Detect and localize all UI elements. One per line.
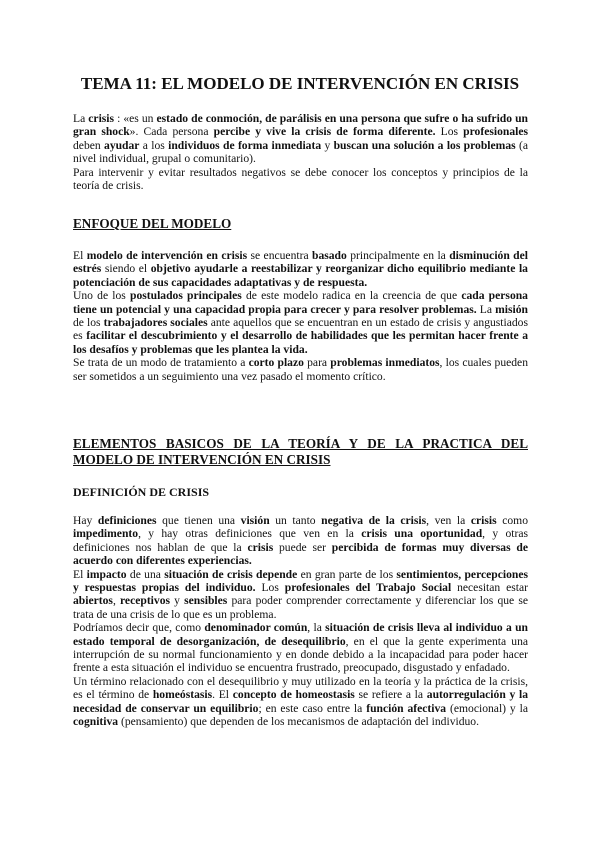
text-run: ». Cada persona	[129, 125, 214, 139]
text-run: ante aquellos que se encuentran en un estado de crisis y angustiados es	[73, 316, 528, 343]
paragraph	[73, 289, 528, 356]
text-run: como	[496, 514, 528, 527]
bold-text: profesionales	[463, 125, 528, 139]
bold-text: crisis	[88, 112, 115, 125]
bold-text: receptivos	[120, 594, 171, 608]
bold-text: definiciones	[97, 514, 157, 527]
text-run: que tienen una	[156, 514, 241, 527]
bold-text: disminución del estrés	[73, 249, 528, 276]
bold-text: sensibles	[184, 594, 228, 608]
bold-text: estado de conmoción, de parálisis en una persona que sufre o ha sufrido un gran shock	[73, 112, 528, 139]
text-run: en gran parte de los	[297, 567, 397, 581]
paragraph	[73, 621, 528, 675]
text-run: , y hay otras definiciones que ven en la	[138, 527, 362, 541]
subsection-heading-definicion: DEFINICIÓN DE CRISIS	[73, 485, 210, 499]
text-run: puede ser	[273, 540, 332, 554]
bold-text: denominador común	[204, 621, 308, 635]
text-run: (a nivel individual, grupal o comunitario).	[73, 138, 528, 166]
bold-text: función afectiva	[366, 701, 447, 715]
paragraph	[73, 675, 528, 729]
bold-text: facilitar el descubrimiento y el desarrollo de habilidades que les permitan hacer frente a los desafíos y problemas que les plantea la vida.	[73, 329, 528, 356]
text-run: ,	[112, 594, 120, 608]
text-run: y	[321, 138, 334, 152]
text-run: Uno de los	[73, 289, 130, 303]
text-run: (emocional) y la	[446, 701, 528, 715]
bold-text: individuos de forma inmediata	[168, 138, 322, 152]
text-run: se encuentra	[247, 249, 312, 262]
text-run: , la	[307, 621, 326, 635]
bold-text: postulados principales	[130, 289, 242, 303]
text-run: se refiere a la	[354, 688, 427, 702]
text-run: de este modelo radica en la creencia de que	[241, 289, 462, 303]
text-run: de los	[73, 316, 104, 330]
bold-text: crisis	[470, 514, 497, 527]
text-run: Los	[435, 125, 464, 139]
paragraph	[73, 249, 528, 289]
bold-text: cada persona tiene un potencial y una capacidad propia para crecer y para resolver problemas.	[73, 289, 528, 316]
text-run: y	[170, 594, 185, 608]
text-run: de una	[126, 567, 165, 581]
bold-text: objetivo ayudarle a reestabilizar y reorganizar dicho equilibrio mediante la potenciación de sus capacidades adaptativas y de respuesta.	[73, 262, 528, 289]
bold-text: buscan una solución a los problemas	[333, 138, 516, 152]
bold-text: visión	[240, 514, 270, 527]
bold-text: homeóstasis	[152, 688, 213, 702]
section-heading-enfoque: ENFOQUE DEL MODELO	[73, 216, 232, 231]
bold-text: negativa de la crisis	[321, 514, 427, 527]
paragraph	[73, 356, 528, 383]
text-run: : «es un	[114, 112, 157, 125]
text-run: , los cuales pueden ser sometidos a un seguimiento una vez pasado el momento crítico.	[73, 356, 529, 383]
bold-text: cognitiva	[73, 715, 119, 729]
text-run: , en el que la gente experimenta una interrupción de su normal funcionamiento y en donde debido a la incapacidad para poder hacer frente a esta situación el individuo se encuentra frustrado, preocupado, disgustado y enfadado.	[73, 634, 529, 675]
paragraph	[73, 514, 528, 568]
paragraph	[73, 166, 528, 193]
bold-text: situación de crisis lleva al individuo a un estado temporal de desorganización, de desequilibrio	[73, 621, 528, 648]
text-run: Los	[255, 581, 285, 595]
bold-text: crisis	[247, 540, 274, 554]
text-run: Se trata de un modo de tratamiento a	[73, 356, 249, 370]
text-run: La	[73, 112, 89, 125]
definicion-block	[73, 514, 528, 729]
bold-text: profesionales del Trabajo Social	[284, 581, 452, 595]
paragraph	[73, 568, 528, 622]
bold-text: trabajadores sociales	[103, 316, 208, 330]
text-run: Hay	[73, 514, 98, 527]
intro-block	[73, 112, 528, 192]
enfoque-block	[73, 249, 528, 383]
bold-text: situación de crisis depende	[164, 567, 298, 581]
text-run: siendo el	[101, 262, 151, 276]
bold-text: impacto	[86, 567, 127, 581]
bold-text: corto plazo	[248, 356, 304, 370]
section-heading-elementos: ELEMENTOS BASICOS DE LA TEORÍA Y DE LA PRACTICA DEL MODELO DE INTERVENCIÓN EN CRISIS	[73, 436, 528, 467]
text-run: La	[476, 302, 496, 316]
bold-text: ayudar	[104, 138, 140, 152]
text-run: Podríamos decir que, como	[73, 621, 205, 635]
bold-text: autorregulación y la necesidad de conservar un equilibrio	[73, 688, 528, 715]
text-run: , ven la	[426, 514, 471, 527]
text-run: para poder comprender correctamente y diferenciar los que se trata de una crisis de lo que es un problema.	[73, 594, 529, 621]
text-run: a los	[139, 138, 169, 152]
bold-text: crisis una oportunidad	[361, 527, 483, 541]
text-run: Para intervenir y evitar resultados negativos se debe conocer los conceptos y principios de la teoría de crisis.	[73, 165, 528, 193]
paragraph	[73, 112, 528, 166]
text-run: para	[303, 356, 331, 370]
bold-text: percibe y vive la crisis de forma diferente.	[213, 125, 436, 139]
text-run: (pensamiento) que dependen de los mecanismos de adaptación del individuo.	[118, 715, 480, 729]
text-run: ; en este caso entre la	[258, 701, 367, 715]
text-run: El	[73, 249, 87, 262]
bold-text: abiertos	[73, 594, 113, 608]
text-run: Un término relacionado con el desequilibrio y muy utilizado en la teoría y la práctica de la crisis, es el término de	[73, 674, 528, 702]
text-run: . El	[212, 688, 233, 702]
page-title: TEMA 11: EL MODELO DE INTERVENCIÓN EN CRISIS	[80, 74, 520, 93]
bold-text: problemas inmediatos	[330, 356, 440, 370]
text-run: principalmente en la	[346, 249, 450, 262]
bold-text: impedimento	[73, 527, 139, 541]
text-run: necesitan estar	[451, 581, 528, 595]
bold-text: sentimientos, percepciones y respuestas propias del individuo.	[73, 567, 529, 595]
bold-text: concepto de homeostasis	[232, 688, 355, 702]
text-run: , y otras definiciones nos hablan de que la	[73, 527, 528, 554]
text-run: un tanto	[269, 514, 322, 527]
bold-text: basado	[312, 249, 347, 262]
bold-text: percibida de formas muy diversas de acuerdo con diferentes experiencias.	[73, 540, 528, 568]
bold-text: modelo de intervención en crisis	[86, 249, 248, 262]
bold-text: misión	[495, 302, 528, 316]
text-run: El	[73, 567, 87, 581]
text-run: deben	[73, 138, 105, 152]
